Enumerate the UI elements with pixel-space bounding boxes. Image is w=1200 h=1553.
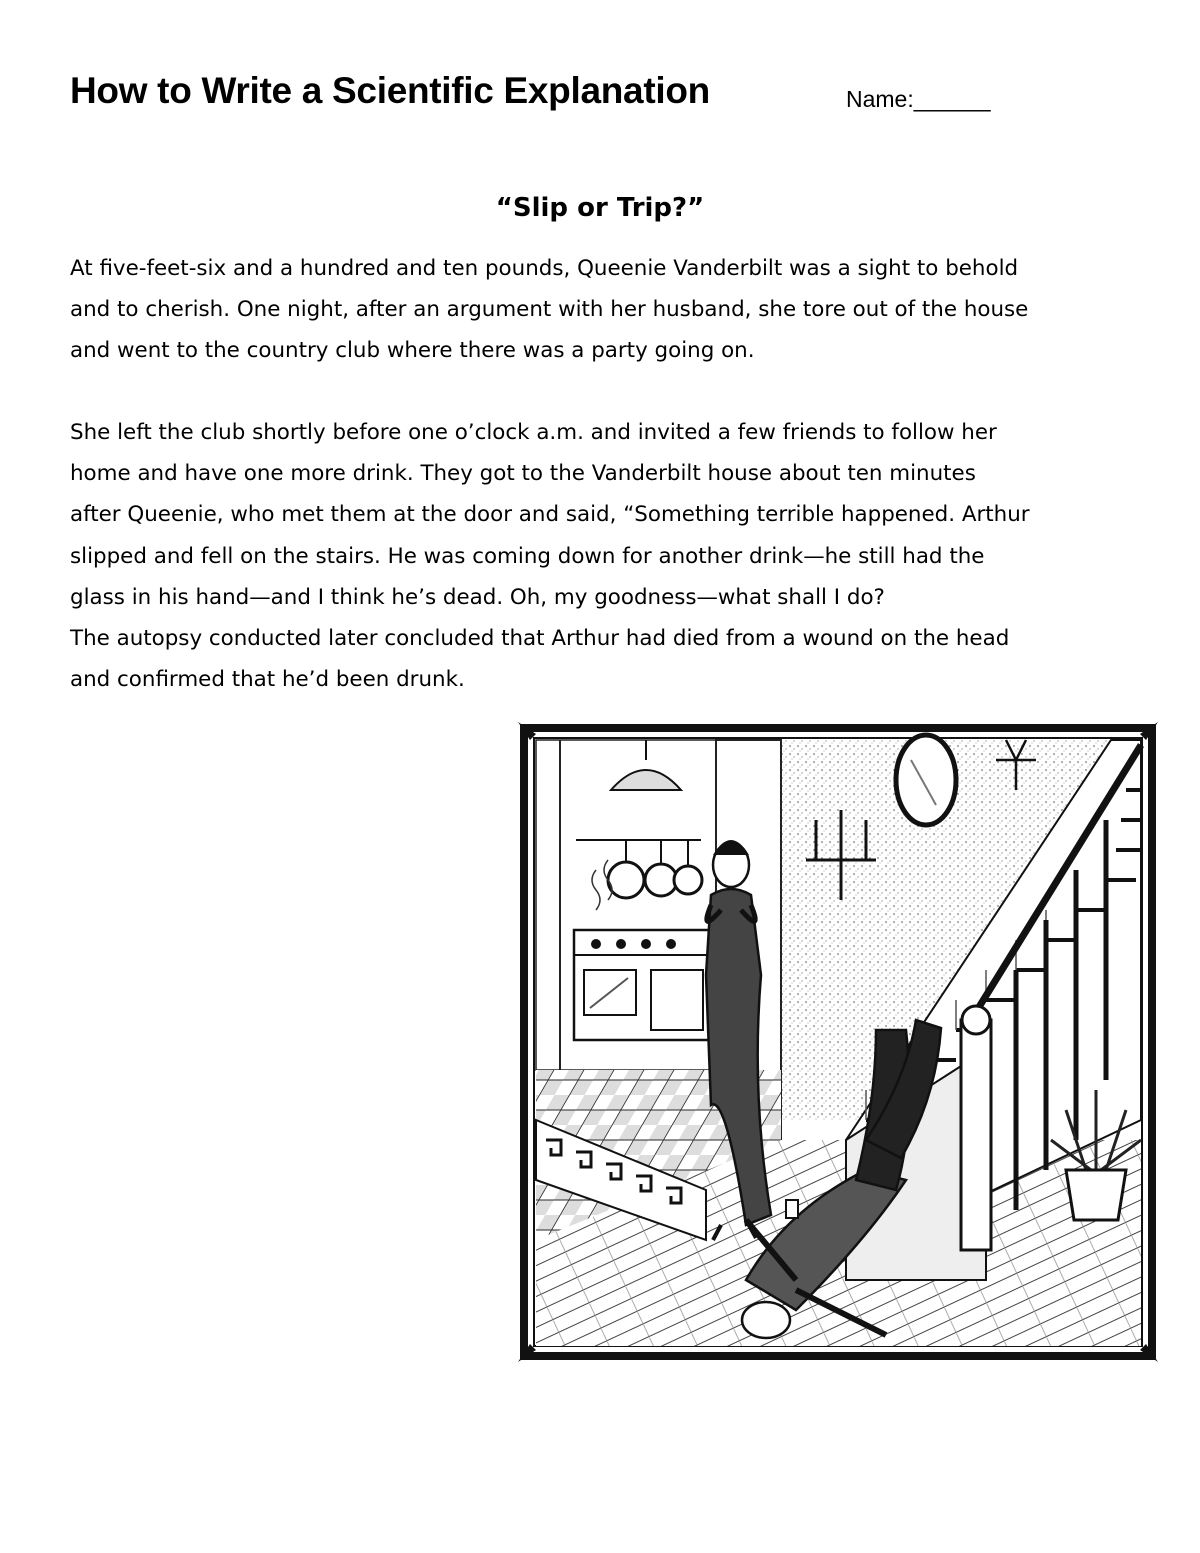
paragraph-line: She left the club shortly before one o’clock a.m. and invited a few friends to follow her xyxy=(70,420,997,445)
pan xyxy=(674,866,702,894)
crime-scene-illustration xyxy=(516,720,1160,1364)
pan xyxy=(608,862,644,898)
worksheet-title: How to Write a Scientific Explanation xyxy=(70,70,710,111)
story-title: “Slip or Trip?” xyxy=(495,193,705,223)
paragraph-line: and confirmed that he’d been drunk. xyxy=(70,667,465,693)
newel-post xyxy=(961,1020,991,1250)
name-field-label: Name:______ xyxy=(846,86,991,112)
story-paragraph-1 xyxy=(70,248,1140,372)
paragraph-line: after Queenie, who met them at the door and said, “Something terrible happened. Arthur xyxy=(70,502,1030,528)
paragraph-line: At five-feet-six and a hundred and ten pounds, Queenie Vanderbilt was a sight to behold xyxy=(70,256,1019,281)
paragraph-line: The autopsy conducted later concluded that Arthur had died from a wound on the head xyxy=(70,626,1010,652)
dropped-glass xyxy=(786,1200,798,1218)
paragraph-line: and to cherish. One night, after an argument with her husband, she tore out of the house xyxy=(70,297,1029,323)
paragraph-line: home and have one more drink. They got to the Vanderbilt house about ten minutes xyxy=(70,461,976,487)
paragraph-line: glass in his hand—and I think he’s dead. Oh, my goodness—what shall I do? xyxy=(70,584,885,610)
oval-mirror xyxy=(896,735,956,825)
paragraph-line: and went to the country club where there was a party going on. xyxy=(70,338,755,364)
paragraph-line: slipped and fell on the stairs. He was coming down for another drink—he still had the xyxy=(70,543,985,569)
pan xyxy=(645,864,677,896)
story-paragraph-2 xyxy=(70,412,1140,700)
